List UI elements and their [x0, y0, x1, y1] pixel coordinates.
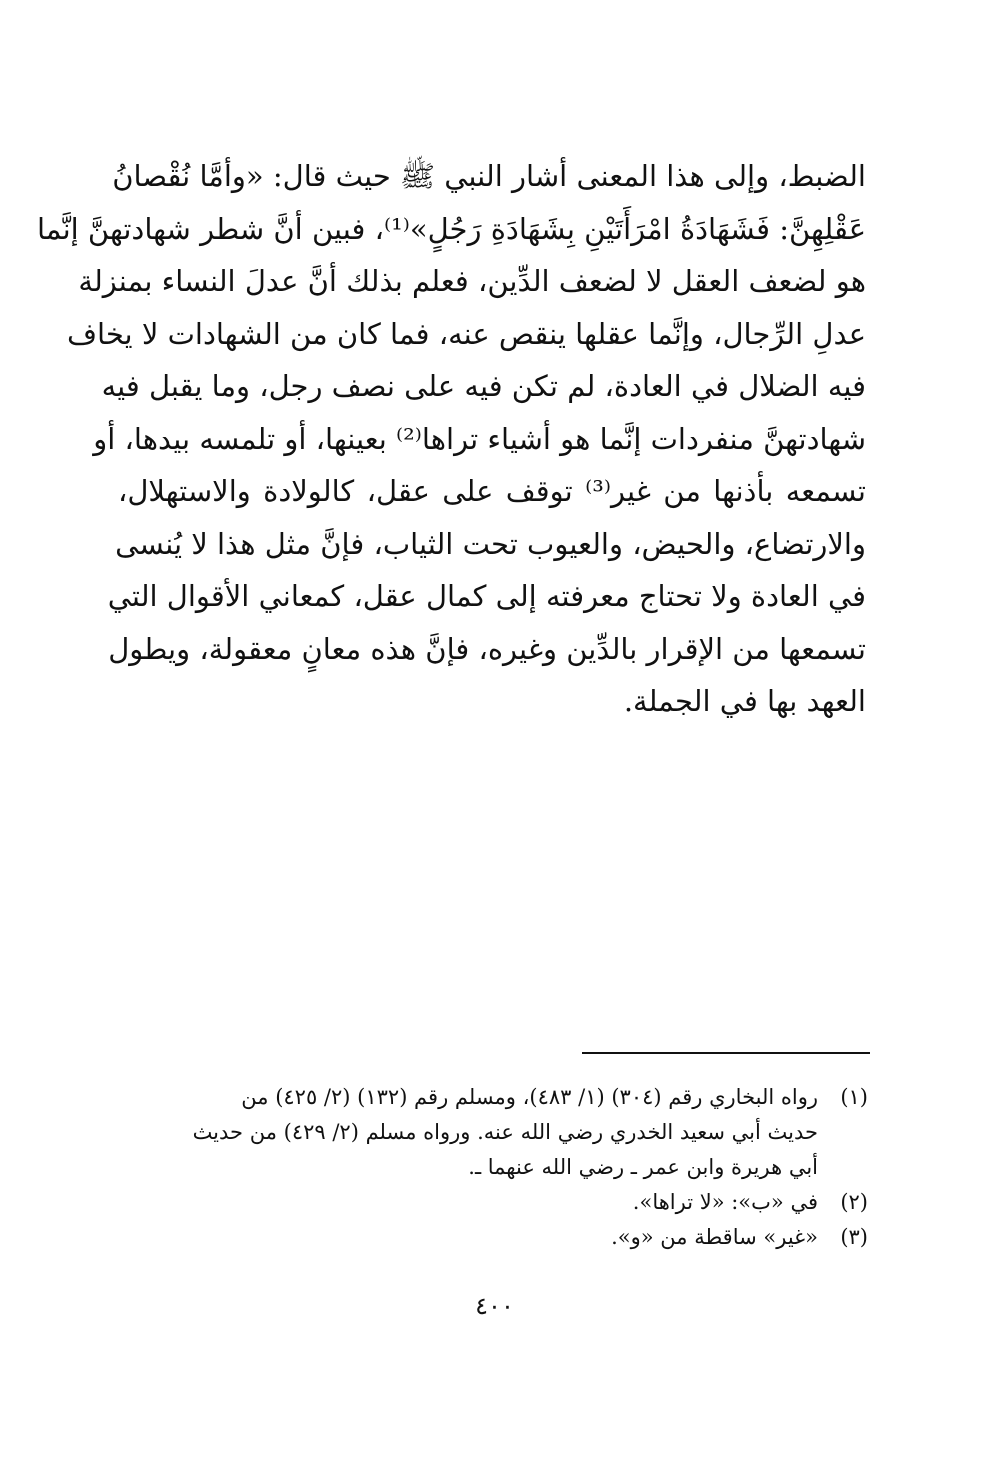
footnote-line: في «ب»: «لا تراها».	[632, 1190, 818, 1214]
page-number: ٤٠٠	[475, 1292, 514, 1320]
text-line: تسمعه بأذنها من غير⁽³⁾ توقف على عقل، كالولادة والاستهلال،	[118, 474, 866, 508]
text-line: عدلِ الرِّجال، وإنَّما عقلها ينقص عنه، فما كان من الشهادات لا يخاف	[66, 316, 866, 351]
text-line: هو لضعف العقل لا لضعف الدِّين، فعلم بذلك أنَّ عدلَ النساء بمنزلة	[78, 264, 866, 298]
main-text-block	[36, 150, 866, 728]
footnote-line: رواه البخاري رقم (٣٠٤) (١/ ٤٨٣)، ومسلم رقم (١٣٢) (٢/ ٤٢٥) من	[241, 1085, 818, 1109]
text-line: تسمعها من الإقرار بالدِّين وغيره، فإنَّ هذه معانٍ معقولة، ويطول	[108, 631, 866, 666]
footnote-separator	[582, 1052, 870, 1054]
footnote-text	[112, 1220, 818, 1255]
footnote-1	[112, 1080, 868, 1185]
footnote-line: حديث أبي سعيد الخدري رضي الله عنه. ورواه مسلم (٢/ ٤٢٩) من حديث	[192, 1120, 818, 1144]
footnote-text	[112, 1185, 818, 1220]
footnote-line: أبي هريرة وابن عمر ـ رضي الله عنهما ـ.	[468, 1155, 818, 1179]
text-line: في العادة ولا تحتاج معرفته إلى كمال عقل، كمعاني الأقوال التي	[107, 579, 866, 613]
footnote-marker: (٣)	[840, 1225, 868, 1249]
footnote-line: «غير» ساقطة من «و».	[611, 1225, 818, 1249]
footnote-marker: (٢)	[840, 1190, 868, 1214]
text-line: فيه الضلال في العادة، لم تكن فيه على نصف رجل، وما يقبل فيه	[101, 369, 866, 403]
text-line: والارتضاع، والحيض، والعيوب تحت الثياب، فإنَّ مثل هذا لا يُنسى	[115, 526, 866, 561]
text-line: شهادتهنَّ منفردات إنَّما هو أشياء تراها⁽²⁾ بعينها، أو تلمسه بيدها، أو	[93, 421, 866, 456]
footnotes-list	[112, 1080, 868, 1255]
footnote-2	[112, 1185, 868, 1220]
text-line: العهد بها في الجملة.	[623, 684, 866, 718]
footnote-marker: (١)	[840, 1085, 868, 1109]
text-line: عَقْلِهِنَّ: فَشَهَادَةُ امْرَأَتَيْنِ بِشَهَادَةِ رَجُلٍ»⁽¹⁾، فبين أنَّ شطر شهادتهنَّ إنَّما	[36, 211, 866, 246]
footnote-3	[112, 1220, 868, 1255]
footnote-text	[112, 1080, 818, 1185]
text-line: الضبط، وإلى هذا المعنى أشار النبي ﷺ حيث قال: «وأمَّا نُقْصانُ	[112, 159, 866, 193]
